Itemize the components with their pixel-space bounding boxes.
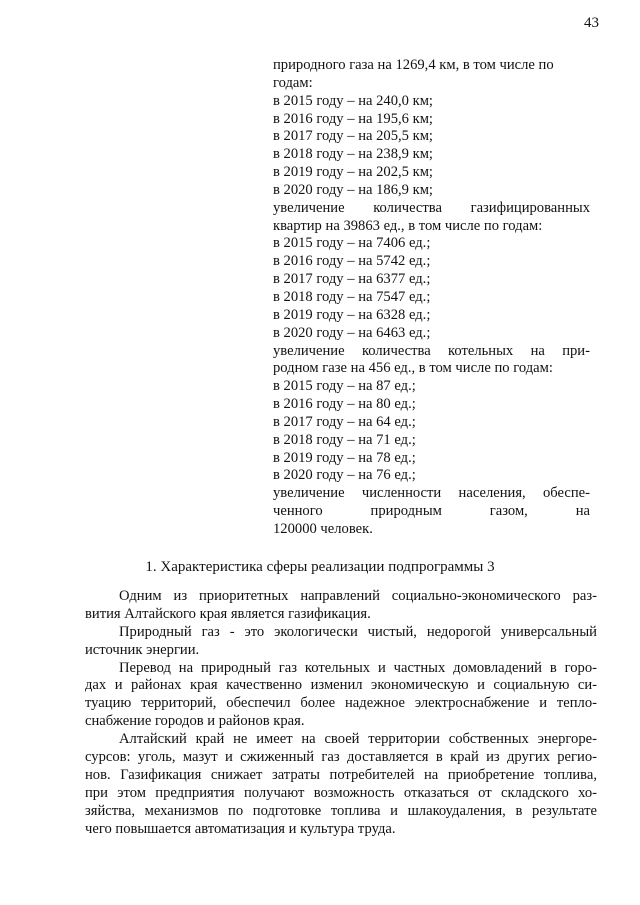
paragraph-line: источник энергии. [85,641,200,658]
boilers-year-2020: в 2020 году – на 76 ед.; [273,467,416,484]
apartments-year-2018: в 2018 году – на 7547 ед.; [273,288,431,305]
paragraph-natural-gas [85,624,597,660]
paragraph-line: вития Алтайского края является газификация. [85,605,371,622]
gas-network-year-2015: в 2015 году – на 240,0 км; [273,92,433,109]
population-word: ченного [273,503,323,520]
gasification-indicators [273,57,590,539]
gas-network-total-line: природного газа на 1269,4 км, в том числе по [273,57,554,73]
paragraph-line: Алтайский край не имеет на своей территории собственных энергоре- [119,731,597,748]
population-word: газом, [489,503,528,520]
paragraph-line: нов. Газификация снижает затраты потребителей на приобретение топлива, [85,766,597,783]
population-total-line: 120000 человек. [273,520,373,537]
section-heading: 1. Характеристика сферы реализации подпрограммы 3 [145,559,495,575]
gas-network-year-2020: в 2020 году – на 186,9 км; [273,181,433,198]
apartments-word: увеличение [273,199,345,216]
population-word: населения, [458,485,526,502]
paragraph-line: зяйства, механизмов по подготовке топлива и шлакоудаления, в результате [85,802,597,819]
gas-network-year-2019: в 2019 году – на 202,5 км; [273,164,433,181]
paragraph-conversion [85,660,597,732]
gas-network-year-2017: в 2017 году – на 205,5 км; [273,128,433,145]
apartments-year-2015: в 2015 году – на 7406 ед.; [273,235,431,252]
paragraph-line: Перевод на природный газ котельных и частных домовладений в горо- [119,659,597,676]
apartments-word: газифицированных [470,199,590,216]
paragraph-line: чего повышается автоматизация и культура труда. [85,820,396,837]
boilers-year-2019: в 2019 году – на 78 ед.; [273,449,416,466]
boilers-word: на [530,342,545,359]
gas-network-years-label: годам: [273,74,313,91]
boilers-year-2017: в 2017 году – на 64 ед.; [273,413,416,430]
apartments-year-2017: в 2017 году – на 6377 ед.; [273,271,431,288]
apartments-year-2016: в 2016 году – на 5742 ед.; [273,253,431,270]
apartments-year-2019: в 2019 году – на 6328 ед.; [273,306,431,323]
paragraph-line: сурсов: уголь, мазут и сжиженный газ доставляется в край из других регио- [85,749,597,766]
paragraph-priority [85,588,597,624]
population-word: численности [361,485,442,502]
paragraph-resources [85,731,597,838]
page-number: 43 [584,15,599,31]
paragraph-line: туацию территорий, обеспечил более надежное электроснабжение и тепло- [85,695,597,712]
boilers-year-2015: в 2015 году – на 87 ед.; [273,378,416,395]
population-block [273,485,590,539]
gas-network-year-2016: в 2016 году – на 195,6 км; [273,110,433,127]
section-body [85,588,597,838]
boilers-word: увеличение [273,342,345,359]
gas-network-year-2018: в 2018 году – на 238,9 км; [273,146,433,163]
apartments-word: количества [373,199,442,216]
population-word: обеспе- [543,485,590,502]
boilers-word: при- [562,342,590,359]
boilers-word: котельных [448,342,514,359]
paragraph-line: Одним из приоритетных направлений социально-экономического раз- [119,588,597,604]
boilers-heading-line [273,343,590,361]
population-word: на [575,503,590,520]
population-word: увеличение [273,485,345,502]
paragraph-line: при этом предприятия получают возможность отказаться от складского хо- [85,784,597,801]
apartments-year-2020: в 2020 году – на 6463 ед.; [273,324,431,341]
population-word: природным [370,503,442,520]
gas-network-length-block [273,57,590,200]
boilers-block [273,343,590,486]
apartments-heading-line [273,200,590,218]
boilers-word: количества [361,342,431,359]
apartments-block [273,200,590,343]
population-line-1 [273,485,590,503]
apartments-total-line: квартир на 39863 ед., в том числе по годам: [273,217,543,234]
boilers-total-line: родном газе на 456 ед., в том числе по годам: [273,360,553,377]
paragraph-line: снабжение городов и районов края. [85,713,305,730]
boilers-year-2016: в 2016 году – на 80 ед.; [273,396,416,413]
paragraph-line: дах и районах края качественно изменил экономическую и социальную си- [85,677,597,694]
paragraph-line: Природный газ - это экологически чистый, недорогой универсальный [119,623,597,640]
boilers-year-2018: в 2018 году – на 71 ед.; [273,431,416,448]
population-line-2 [273,503,590,521]
